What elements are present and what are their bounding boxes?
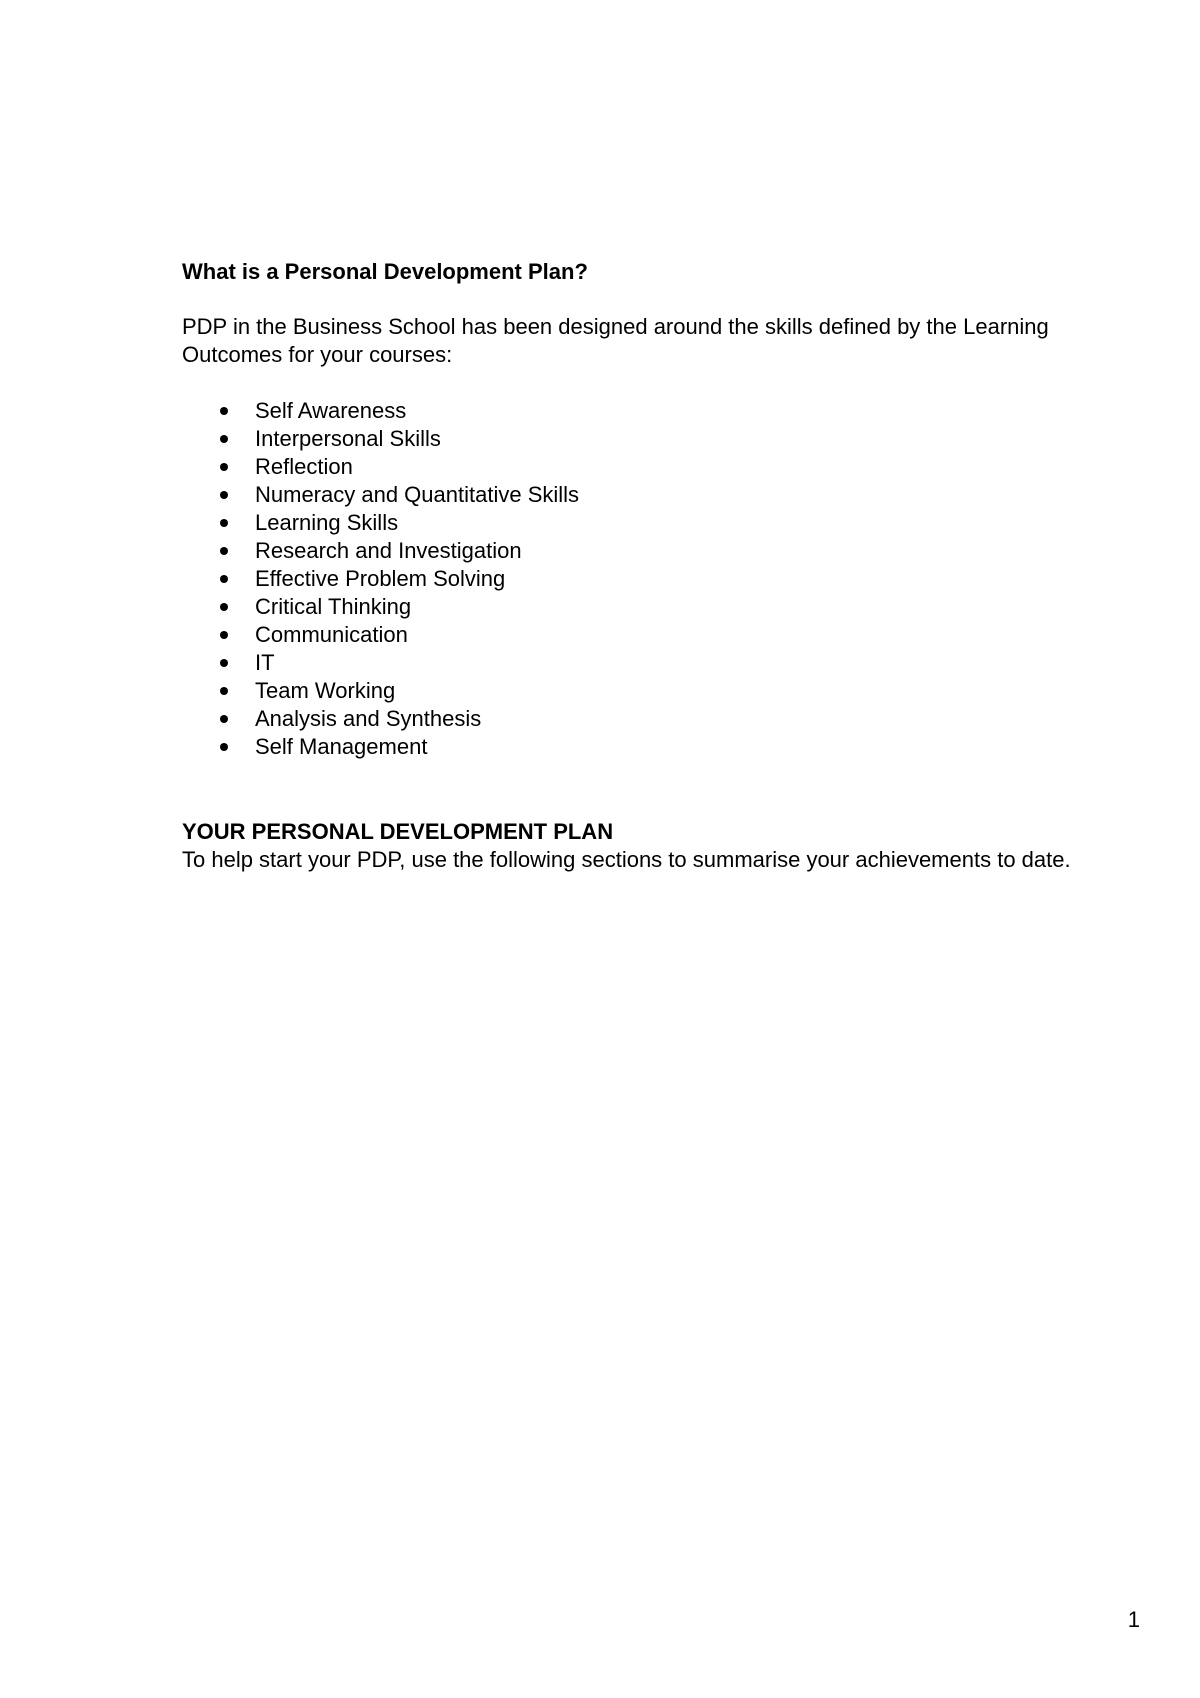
list-item bbox=[182, 397, 1140, 425]
document-title: What is a Personal Development Plan? bbox=[182, 259, 588, 284]
bullet-icon bbox=[220, 687, 228, 695]
bullet-icon bbox=[220, 435, 228, 443]
list-item bbox=[182, 509, 1140, 537]
bullet-icon bbox=[220, 491, 228, 499]
skill-label: Interpersonal Skills bbox=[255, 426, 441, 451]
skill-label: Analysis and Synthesis bbox=[255, 706, 482, 731]
skill-label: Team Working bbox=[255, 678, 396, 703]
bullet-icon bbox=[220, 715, 228, 723]
skill-label: Critical Thinking bbox=[255, 594, 412, 619]
list-item bbox=[182, 733, 1140, 761]
list-item bbox=[182, 425, 1140, 453]
list-item bbox=[182, 481, 1140, 509]
page-content bbox=[182, 258, 1140, 874]
list-item bbox=[182, 649, 1140, 677]
bullet-icon bbox=[220, 575, 228, 583]
skill-label: Research and Investigation bbox=[255, 538, 522, 563]
bullet-icon bbox=[220, 659, 228, 667]
skill-label: Reflection bbox=[255, 454, 353, 479]
section-heading: YOUR PERSONAL DEVELOPMENT PLAN bbox=[182, 819, 614, 844]
bullet-icon bbox=[220, 603, 228, 611]
skill-label: Numeracy and Quantitative Skills bbox=[255, 482, 580, 507]
skill-label: Self Awareness bbox=[255, 398, 407, 423]
skill-label: IT bbox=[255, 650, 275, 675]
bullet-icon bbox=[220, 519, 228, 527]
skills-list bbox=[182, 397, 1140, 761]
bullet-icon bbox=[220, 547, 228, 555]
intro-paragraph: PDP in the Business School has been designed around the skills defined by the Learning Outcomes for your courses: bbox=[182, 314, 1049, 367]
bullet-icon bbox=[220, 463, 228, 471]
page-number: 1 bbox=[1127, 1607, 1140, 1632]
bullet-icon bbox=[220, 631, 228, 639]
skill-label: Learning Skills bbox=[255, 510, 399, 535]
list-item bbox=[182, 565, 1140, 593]
skill-label: Self Management bbox=[255, 734, 428, 759]
bullet-icon bbox=[220, 407, 228, 415]
list-item bbox=[182, 593, 1140, 621]
section-paragraph: To help start your PDP, use the following sections to summarise your achievements to date. bbox=[182, 847, 1071, 872]
skill-label: Communication bbox=[255, 622, 408, 647]
bullet-icon bbox=[220, 743, 228, 751]
skill-label: Effective Problem Solving bbox=[255, 566, 506, 591]
list-item bbox=[182, 621, 1140, 649]
list-item bbox=[182, 453, 1140, 481]
list-item bbox=[182, 705, 1140, 733]
list-item bbox=[182, 537, 1140, 565]
list-item bbox=[182, 677, 1140, 705]
